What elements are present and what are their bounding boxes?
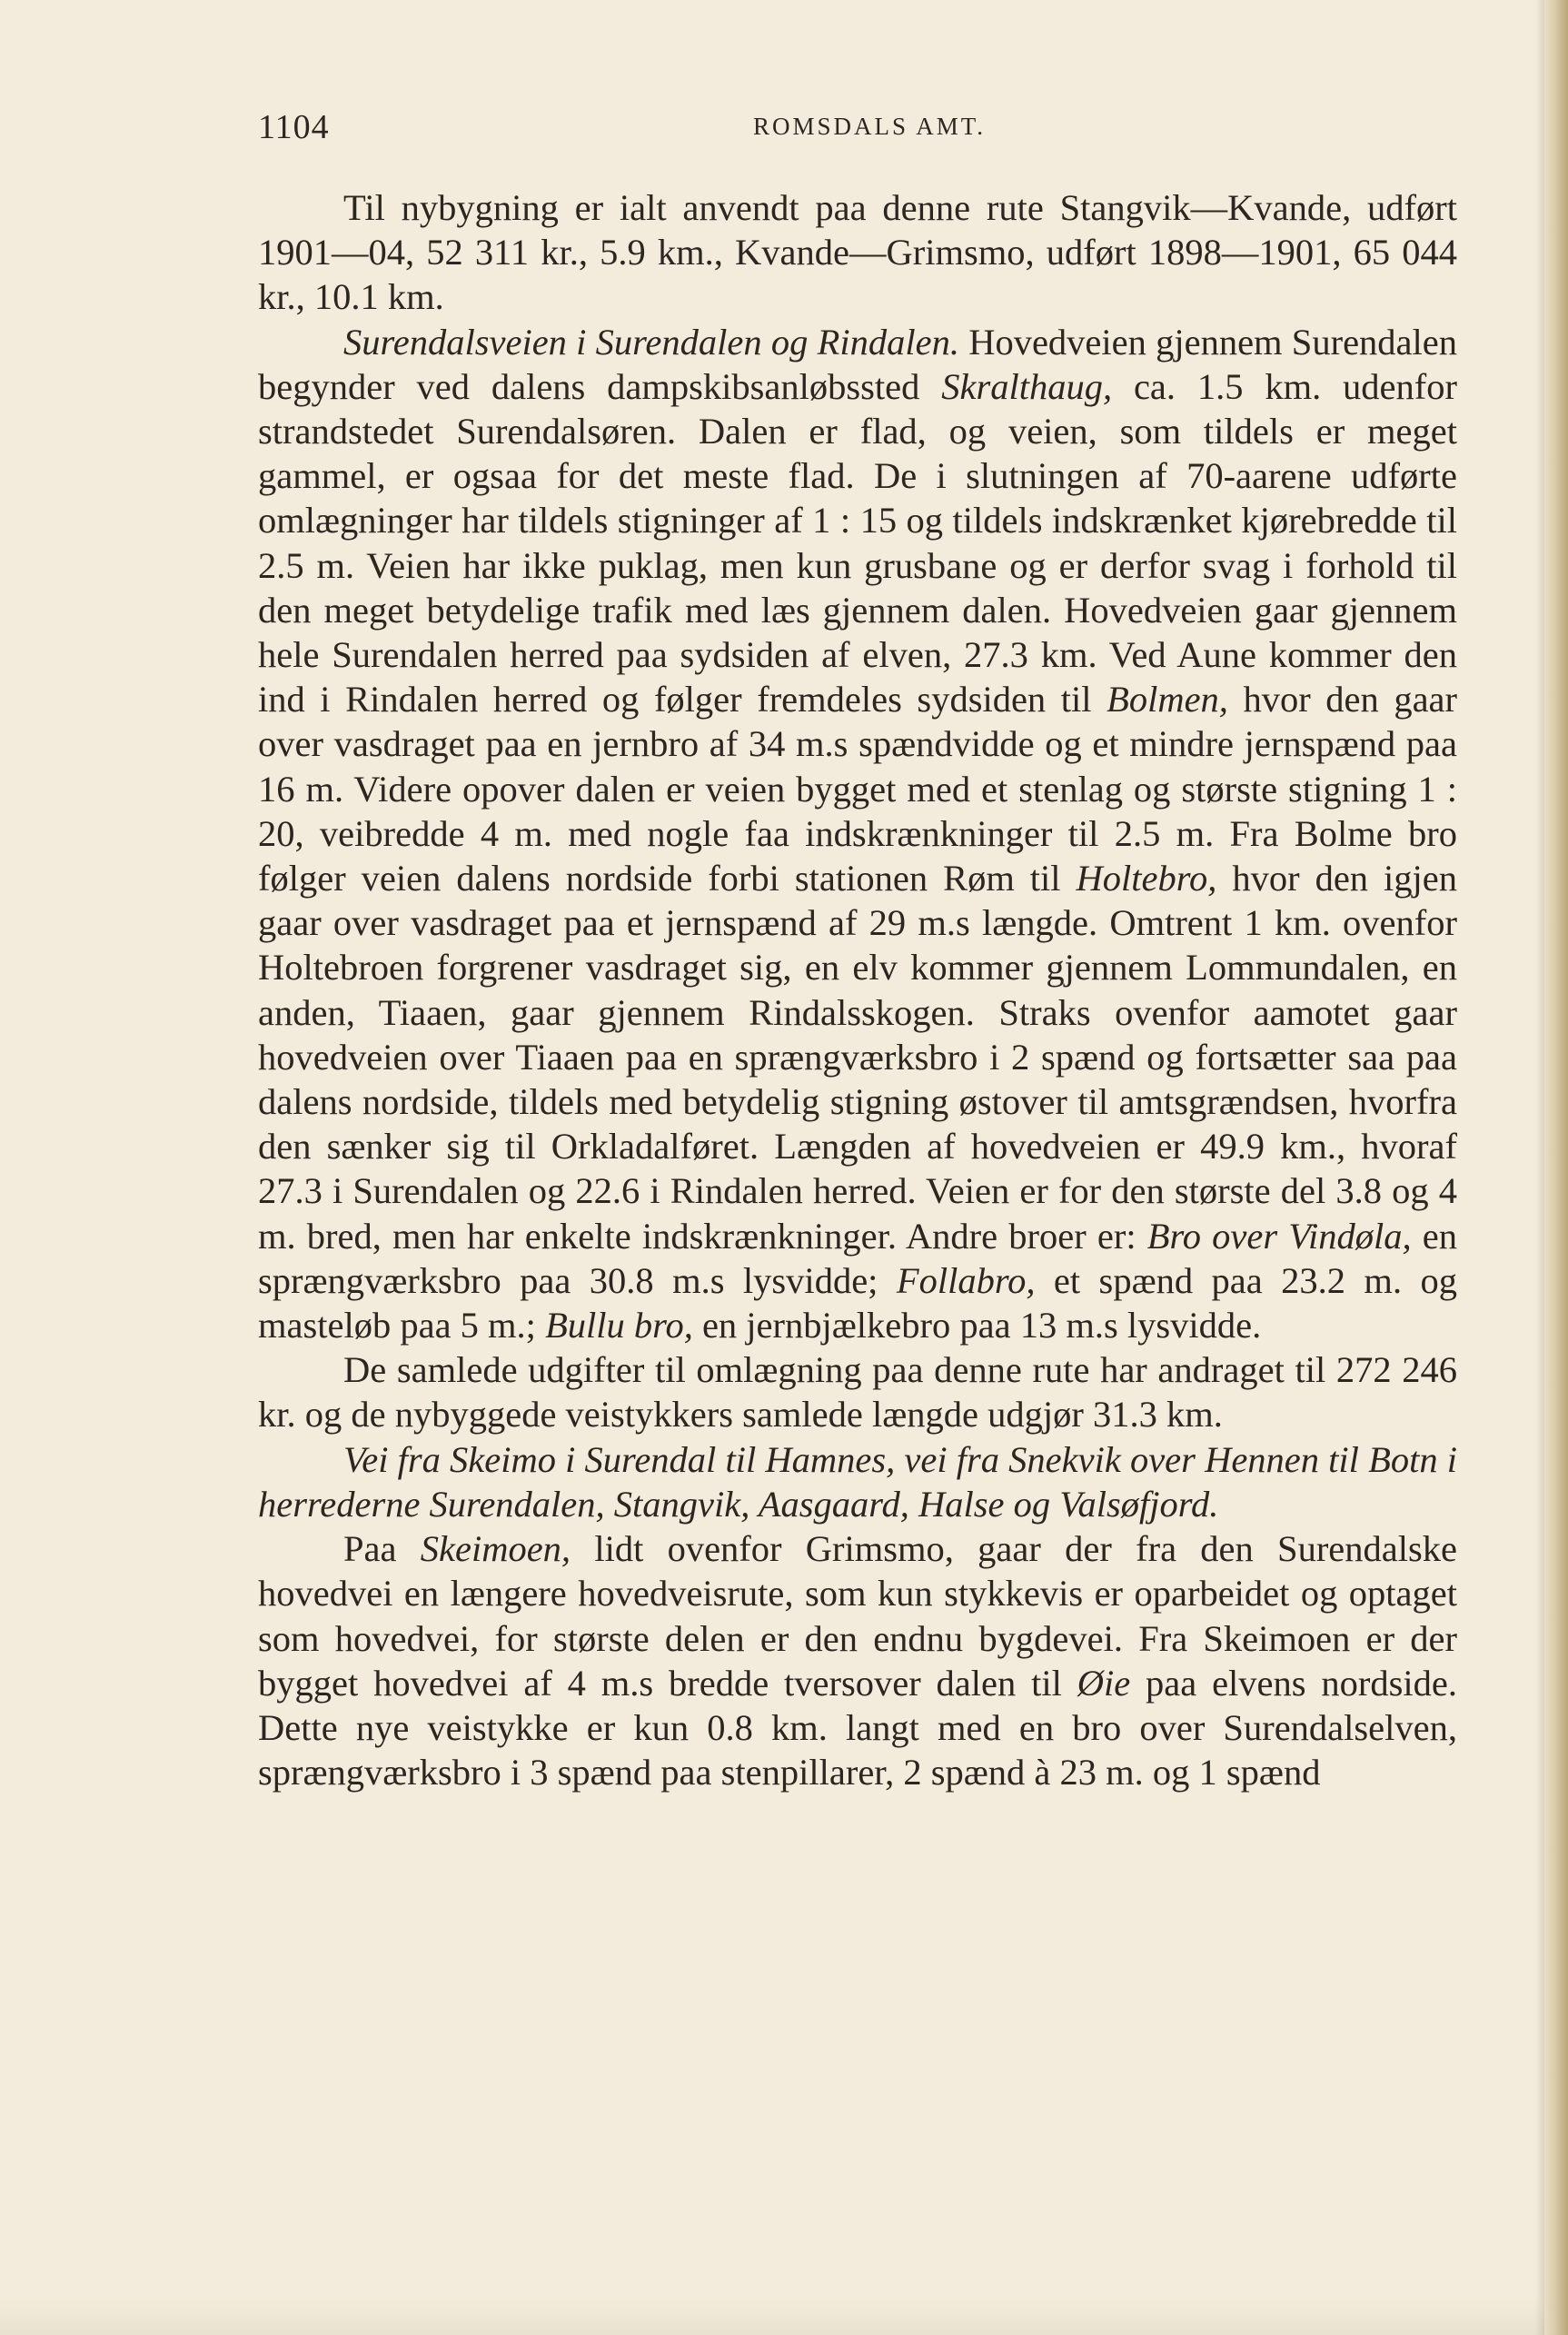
place-name-italic: Holtebro,: [1076, 858, 1217, 899]
text-segment: en sprængværksbro paa 30.8 m.s lysvidde;: [258, 1215, 1457, 1301]
text-segment: Paa: [343, 1528, 421, 1570]
place-name-italic: Skeimoen,: [420, 1528, 571, 1570]
paragraph: [258, 1526, 1457, 1794]
section-heading-italic: Surendalsveien i Surendalen og Rindalen.: [343, 321, 959, 363]
place-name-italic: Bolmen,: [1107, 679, 1228, 720]
paragraph: [258, 1347, 1457, 1436]
text-segment: De samlede udgifter til omlægning paa denne rute har andraget til 272 246 kr. og de nybyggede veistykkers samlede længde udgjør 31.3 km.: [258, 1349, 1457, 1436]
text-segment: hvor den igjen gaar over vasdraget paa et jernspænd af 29 m.s længde. Omtrent 1 km. ovenfor Holtebroen forgrener vasdraget sig, en elv kommer gjennem Lommundalen, en anden, Tiaaen, gaar gjennem Rindalsskogen. Straks ovenfor aamotet gaar hovedveien over Tiaaen paa en sprængværksbro i 2 spænd og fortsætter saa paa dalens nordside, tildels med betydelig stigning østover til amtsgrændsen, hvorfra den sænker sig til Orkladalføret. Længden af hovedveien er 49.9 km., hvoraf 27.3 i Surendalen og 22.6 i Rindalen herred. Veien er for den største del 3.8 og 4 m. bred, men har enkelte indskrænkninger. Andre broer er:: [258, 858, 1457, 1257]
text-segment: Til nybygning er ialt anvendt paa denne rute Stangvik—Kvande, udført 1901—04, 52 311 kr., 5.9 km., Kvande—Grimsmo, udført 1898—1901, 65 044 kr., 10.1 km.: [258, 187, 1457, 318]
paragraph: [258, 185, 1457, 320]
running-head: ROMSDALS AMT.: [752, 113, 987, 140]
bridge-name-italic: Bro over Vindøla,: [1146, 1215, 1412, 1257]
place-name-italic: Skralthaug,: [941, 365, 1113, 407]
text-segment: paa elvens nordside. Dette nye veistykke er kun 0.8 km. langt med en bro over Surendalselven, sprængværksbro i 3 spænd paa stenpillarer, 2 spænd à 23 m. og 1 spænd: [258, 1662, 1457, 1793]
body-text: [258, 185, 1457, 1794]
page-bottom-shadow: [0, 2299, 1544, 2335]
page-edge: [1544, 0, 1568, 2335]
page-header: [258, 107, 1481, 162]
page-fold-shadow: [1535, 0, 1544, 2335]
place-name-italic: Øie: [1077, 1662, 1131, 1704]
text-segment: et spænd paa 23.2 m. og masteløb paa 5 m.;: [258, 1259, 1457, 1346]
text-segment: ca. 1.5 km. udenfor strandstedet Surendalsøren. Dalen er flad, og veien, som tildels er meget gammel, er ogsaa for det meste flad. De i slutningen af 70-aarene udførte omlægninger har tildels stigninger af 1 : 15 og tildels indskrænket kjørebredde til 2.5 m. Veien har ikke puklag, men kun grusbane og er derfor svag i forhold til den meget betydelige trafik med læs gjennem dalen. Hovedveien gaar gjennem hele Surendalen herred paa sydsiden af elven, 27.3 km. Ved Aune kommer den ind i Rindalen herred og følger fremdeles sydsiden til: [258, 365, 1458, 720]
bridge-name-italic: Follabro,: [896, 1259, 1036, 1301]
text-segment: Hovedveien gjennem Surendalen begynder ved dalens dampskibsanløbssted: [258, 321, 1457, 407]
section-heading-italic: Vei fra Skeimo i Surendal til Hamnes, vei fra Snekvik over Hennen til Botn i herrederne Surendalen, Stangvik, Aasgaard, Halse og Valsøfjord.: [258, 1438, 1457, 1525]
bridge-name-italic: Bullu bro,: [545, 1305, 693, 1346]
page-number: 1104: [258, 108, 330, 146]
paragraph: [258, 320, 1457, 1348]
text-segment: en jernbjælkebro paa 13 m.s lysvidde.: [692, 1305, 1262, 1346]
text-segment: lidt ovenfor Grimsmo, gaar der fra den Surendalske hovedvei en længere hovedveisrute, som kun stykkevis er oparbeidet og optaget som hovedvei, for største delen er den endnu bygdevei. Fra Skeimoen er der bygget hovedvei af 4 m.s bredde tversover dalen til: [258, 1528, 1457, 1704]
paragraph: [258, 1437, 1457, 1526]
text-segment: hvor den gaar over vasdraget paa en jernbro af 34 m.s spændvidde og et mindre jernspænd paa 16 m. Videre opover dalen er veien bygget med et stenlag og største stigning 1 : 20, veibredde 4 m. med nogle faa indskrænkninger til 2.5 m. Fra Bolme bro følger veien dalens nordside forbi stationen Røm til: [258, 679, 1458, 899]
